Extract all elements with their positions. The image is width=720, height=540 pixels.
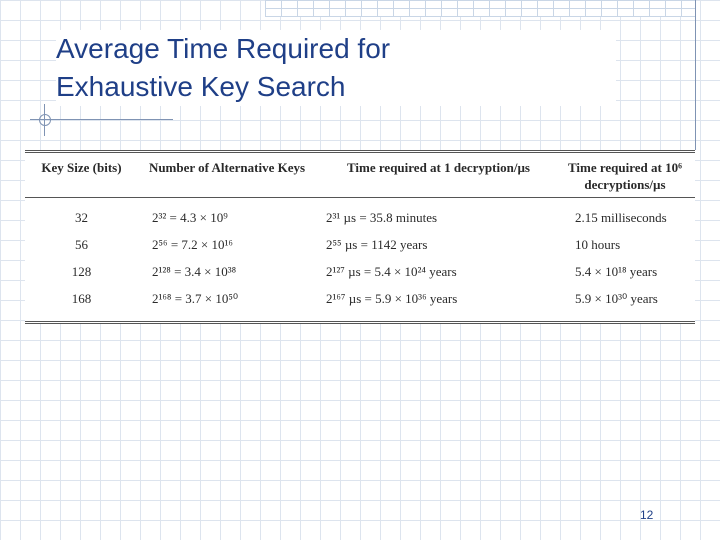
column-header-time-million-decryptions: Time required at 10⁶ decryptions/µs bbox=[567, 160, 683, 192]
cell-time-1-decryption: 2¹⁶⁷ µs = 5.9 × 10³⁶ years bbox=[326, 290, 458, 306]
slide-title-line-2: Exhaustive Key Search bbox=[56, 71, 346, 102]
table-row bbox=[25, 258, 695, 285]
cell-alternative-keys: 2³² = 4.3 × 10⁹ bbox=[152, 209, 228, 225]
cell-key-size: 56 bbox=[75, 236, 88, 252]
cell-key-size: 168 bbox=[71, 290, 92, 306]
table-row bbox=[25, 198, 695, 232]
cell-time-1-decryption: 2³¹ µs = 35.8 minutes bbox=[326, 209, 438, 225]
cell-alternative-keys: 2⁵⁶ = 7.2 × 10¹⁶ bbox=[152, 236, 233, 252]
column-header-alternative-keys: Number of Alternative Keys bbox=[148, 160, 306, 175]
key-search-table bbox=[25, 153, 695, 312]
page-number: 12 bbox=[640, 508, 654, 522]
decorative-top-band bbox=[265, 0, 695, 17]
cell-time-1-decryption: 2¹²⁷ µs = 5.4 × 10²⁴ years bbox=[326, 263, 457, 279]
table-row bbox=[25, 285, 695, 312]
decorative-rule bbox=[30, 119, 173, 120]
slide-title-line-1: Average Time Required for bbox=[56, 33, 391, 64]
cell-alternative-keys: 2¹²⁸ = 3.4 × 10³⁸ bbox=[152, 263, 237, 279]
cell-time-million-decryptions: 5.4 × 10¹⁸ years bbox=[575, 263, 658, 279]
table-header-row bbox=[25, 153, 695, 198]
key-search-table-container bbox=[25, 150, 695, 324]
cell-alternative-keys: 2¹⁶⁸ = 3.7 × 10⁵⁰ bbox=[152, 290, 239, 306]
column-header-key-size: Key Size (bits) bbox=[41, 160, 122, 175]
table-row bbox=[25, 231, 695, 258]
cell-key-size: 128 bbox=[71, 263, 92, 279]
decorative-right-line bbox=[695, 0, 696, 150]
column-header-time-1-decryption: Time required at 1 decryption/µs bbox=[347, 160, 530, 175]
cell-key-size: 32 bbox=[75, 209, 88, 225]
cell-time-million-decryptions: 2.15 milliseconds bbox=[575, 209, 667, 225]
cell-time-million-decryptions: 10 hours bbox=[575, 236, 621, 252]
crosshair-icon bbox=[39, 114, 51, 126]
slide-title bbox=[56, 30, 616, 106]
cell-time-1-decryption: 2⁵⁵ µs = 1142 years bbox=[326, 236, 428, 252]
cell-time-million-decryptions: 5.9 × 10³⁰ years bbox=[575, 290, 658, 306]
